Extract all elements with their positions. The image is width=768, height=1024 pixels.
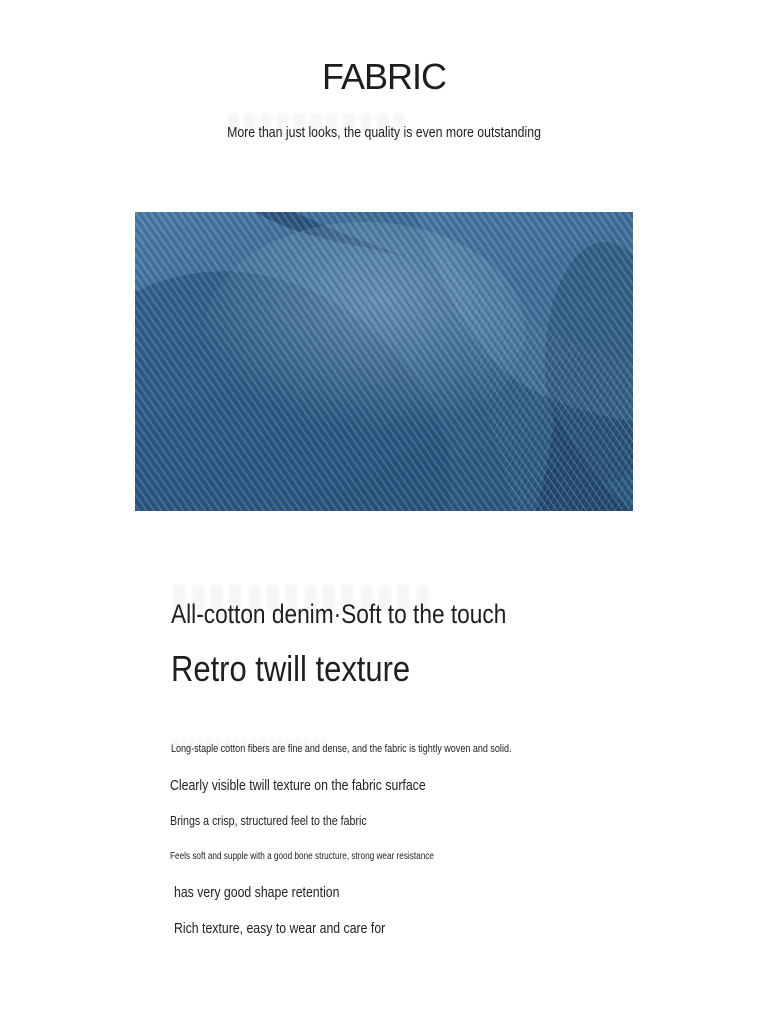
page-subtitle: More than just looks, the quality is even more outstanding bbox=[227, 124, 541, 141]
feature-line: Long-staple cotton fibers are fine and dense, and the fabric is tightly woven and solid. bbox=[171, 743, 512, 755]
feature-line: Rich texture, easy to wear and care for bbox=[174, 920, 386, 937]
denim-fabric-photo bbox=[135, 212, 633, 511]
page-title: FABRIC bbox=[321, 56, 447, 97]
headline-secondary: Retro twill texture bbox=[171, 648, 411, 689]
headline-primary: All-cotton denim·Soft to the touch bbox=[171, 599, 507, 629]
feature-line: has very good shape retention bbox=[174, 884, 340, 901]
feature-line: Clearly visible twill texture on the fabric surface bbox=[170, 777, 426, 794]
feature-line: Brings a crisp, structured feel to the fabric bbox=[170, 813, 367, 828]
denim-fabric-image bbox=[135, 212, 633, 511]
feature-line: Feels soft and supple with a good bone structure, strong wear resistance bbox=[170, 851, 434, 862]
